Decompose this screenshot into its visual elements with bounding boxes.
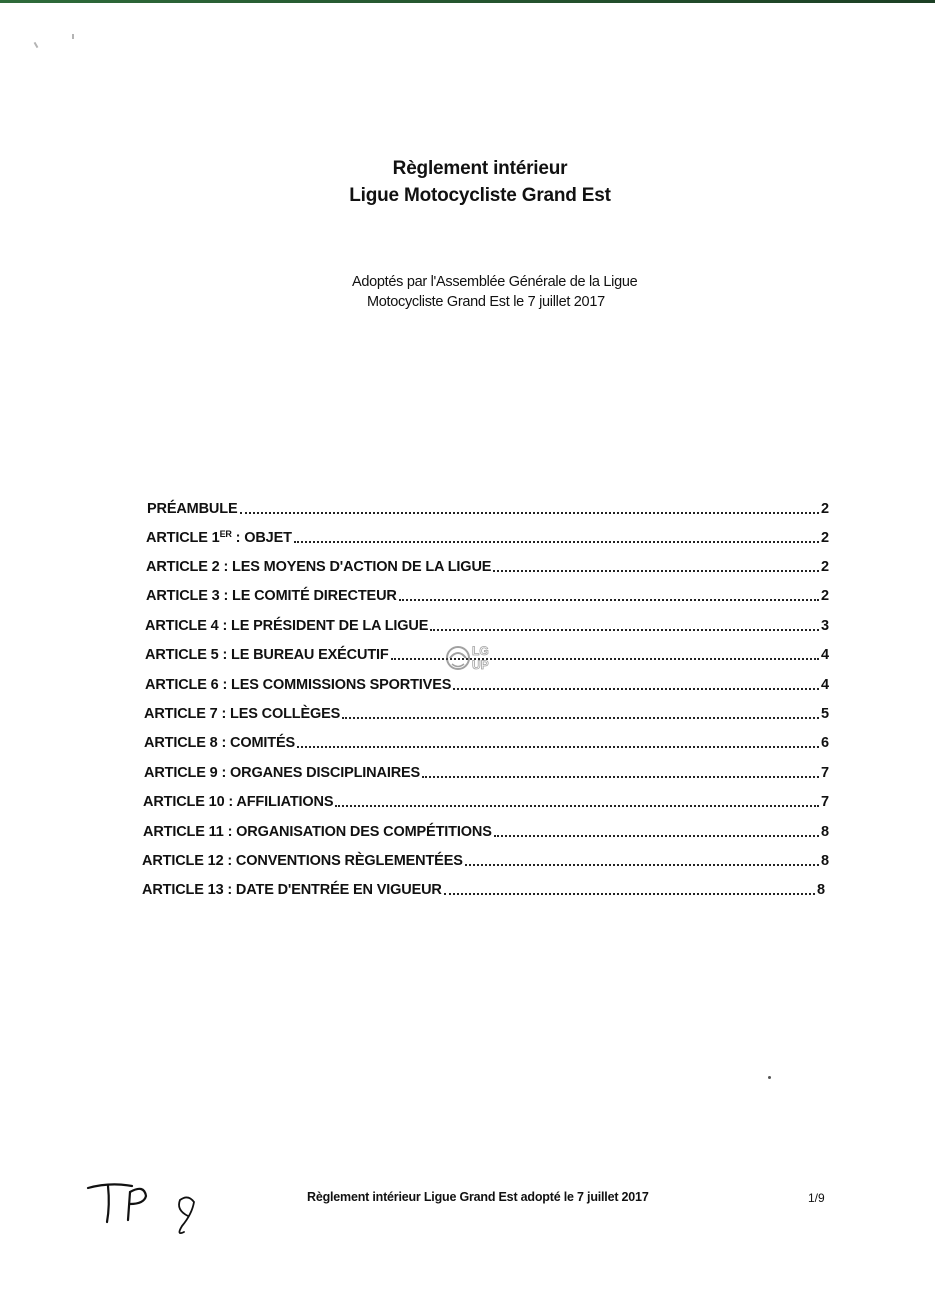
toc-entry-label: ARTICLE 11 : ORGANISATION DES COMPÉTITIONS xyxy=(143,824,492,840)
superscript-er: ER xyxy=(219,529,232,539)
toc-entry-page: 2 xyxy=(821,530,829,546)
toc-entry-article-1[interactable] xyxy=(146,529,831,547)
scan-top-edge xyxy=(0,0,935,3)
toc-entry-label: PRÉAMBULE xyxy=(147,501,238,517)
logo-letters: LG xyxy=(472,644,489,658)
toc-entry-page: 3 xyxy=(821,618,829,634)
toc-entry-label: ARTICLE 1ER : OBJET xyxy=(146,529,292,546)
toc-leader-dots xyxy=(240,512,820,514)
toc-leader-dots xyxy=(342,717,819,719)
adoption-statement xyxy=(340,272,670,312)
toc-entry-article-11[interactable] xyxy=(143,823,831,841)
adoption-line-2: Motocycliste Grand Est le 7 juillet 2017 xyxy=(367,294,605,310)
toc-leader-dots xyxy=(399,599,819,601)
toc-entry-page: 8 xyxy=(821,853,829,869)
toc-leader-dots xyxy=(444,893,815,895)
footer-document-reference: Règlement intérieur Ligue Grand Est adopté le 7 juillet 2017 xyxy=(307,1190,649,1204)
toc-entry-label: ARTICLE 3 : LE COMITÉ DIRECTEUR xyxy=(146,588,397,604)
toc-entry-label: ARTICLE 13 : DATE D'ENTRÉE EN VIGUEUR xyxy=(142,882,442,898)
scan-artifact xyxy=(72,34,74,39)
toc-entry-label: ARTICLE 9 : ORGANES DISCIPLINAIRES xyxy=(144,765,421,781)
toc-leader-dots xyxy=(430,629,819,631)
toc-entry-page: 5 xyxy=(821,706,829,722)
toc-entry-article-6[interactable] xyxy=(145,676,831,694)
toc-entry-page: 7 xyxy=(821,765,829,781)
toc-entry-page: 4 xyxy=(821,647,829,663)
toc-entry-page: 2 xyxy=(821,588,829,604)
footer-page-number: 1/9 xyxy=(808,1191,825,1205)
toc-entry-article-4[interactable] xyxy=(145,617,831,635)
toc-entry-page: 2 xyxy=(821,559,829,575)
toc-leader-dots xyxy=(294,541,819,543)
toc-entry-label: ARTICLE 5 : LE BUREAU EXÉCUTIF xyxy=(145,647,389,663)
title-line-1: Règlement intérieur xyxy=(392,158,568,179)
toc-entry-page: 2 xyxy=(821,501,829,517)
toc-entry-article-7[interactable] xyxy=(144,705,831,723)
toc-entry-article-8[interactable] xyxy=(144,734,831,752)
handwritten-initials-icon xyxy=(80,1170,230,1250)
title-line-2: Ligue Motocycliste Grand Est xyxy=(349,185,611,206)
toc-entry-article-2[interactable] xyxy=(146,558,831,576)
adoption-line-1: Adoptés par l'Assemblée Générale de la Ligue xyxy=(352,274,638,290)
toc-leader-dots xyxy=(493,570,819,572)
toc-entry-page: 7 xyxy=(821,794,829,810)
toc-entry-article-9[interactable] xyxy=(144,764,831,782)
toc-entry-article-3[interactable] xyxy=(146,587,831,605)
toc-entry-page: 8 xyxy=(817,882,825,898)
toc-entry-page: 8 xyxy=(821,824,829,840)
logo-letters: UP xyxy=(472,658,489,672)
toc-entry-label: ARTICLE 7 : LES COLLÈGES xyxy=(144,706,341,722)
toc-entry-label: ARTICLE 6 : LES COMMISSIONS SPORTIVES xyxy=(145,677,452,693)
toc-leader-dots xyxy=(494,835,819,837)
document-title xyxy=(0,155,935,209)
toc-entry-page: 6 xyxy=(821,735,829,751)
toc-entry-label: ARTICLE 2 : LES MOYENS D'ACTION DE LA LIGUE xyxy=(146,559,492,575)
toc-entry-label: ARTICLE 12 : CONVENTIONS RÈGLEMENTÉES xyxy=(142,853,463,869)
toc-entry-label: ARTICLE 8 : COMITÉS xyxy=(144,735,296,751)
toc-leader-dots xyxy=(422,776,819,778)
toc-leader-dots xyxy=(465,864,819,866)
scan-artifact xyxy=(34,42,39,48)
toc-leader-dots xyxy=(335,805,819,807)
toc-entry-label: ARTICLE 4 : LE PRÉSIDENT DE LA LIGUE xyxy=(145,618,429,634)
toc-entry-label: ARTICLE 10 : AFFILIATIONS xyxy=(143,794,334,810)
toc-entry-article-12[interactable] xyxy=(142,852,831,870)
scan-speck xyxy=(768,1076,771,1079)
toc-entry-preambule[interactable] xyxy=(147,500,831,518)
toc-entry-article-10[interactable] xyxy=(143,793,831,811)
toc-entry-article-13[interactable] xyxy=(142,881,827,899)
toc-entry-page: 4 xyxy=(821,677,829,693)
toc-leader-dots xyxy=(297,746,819,748)
toc-leader-dots xyxy=(453,688,819,690)
logo-watermark-icon xyxy=(440,636,500,678)
